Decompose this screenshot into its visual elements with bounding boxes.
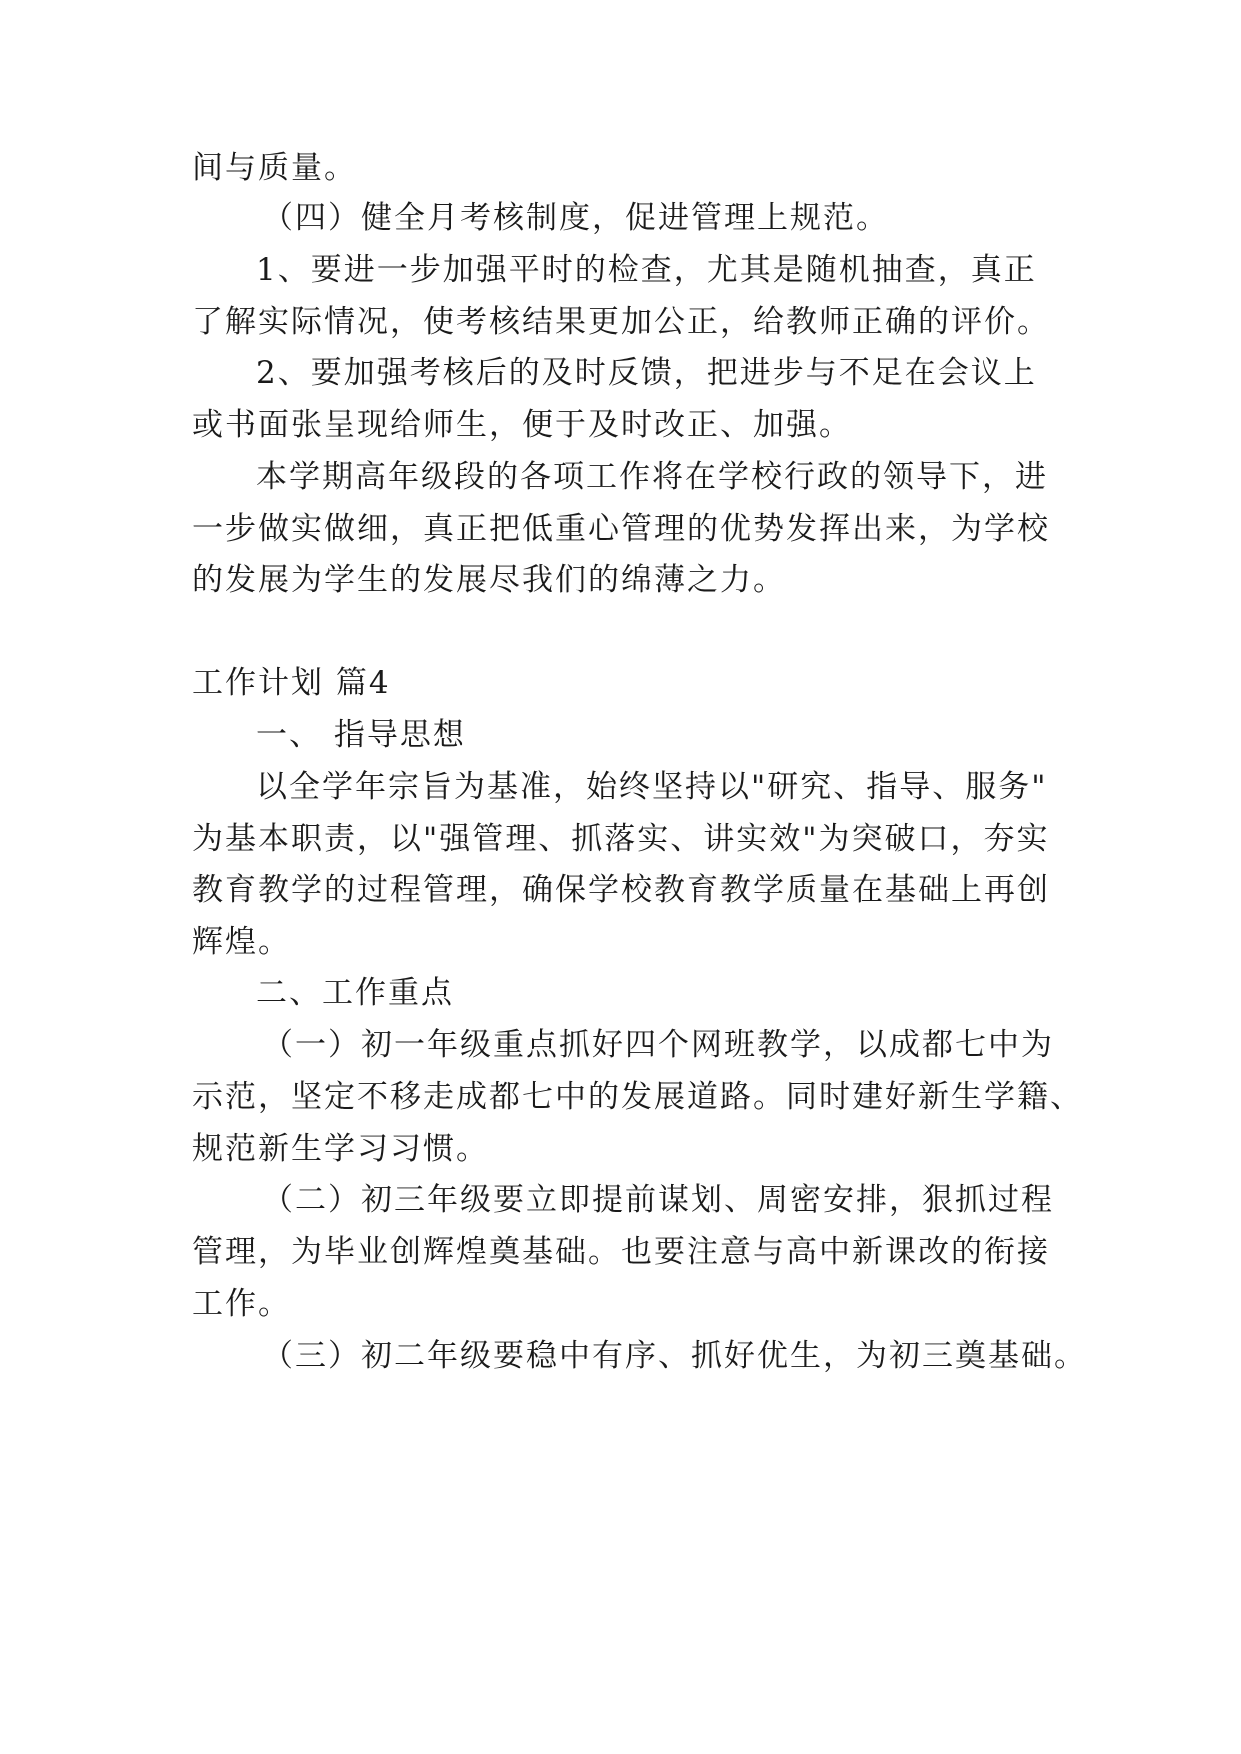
paragraph-line: 工作。	[192, 1286, 291, 1322]
paragraph-line: 2、要加强考核后的及时反馈，把进步与不足在会议上	[256, 355, 1037, 391]
paragraph-line: 管理，为毕业创辉煌奠基础。也要注意与高中新课改的衔接	[192, 1234, 1050, 1270]
paragraph-line: 辉煌。	[192, 924, 291, 960]
section-heading: 二、工作重点	[256, 975, 454, 1011]
paragraph-line: 间与质量。	[192, 150, 357, 186]
paragraph-line: 示范，坚定不移走成都七中的发展道路。同时建好新生学籍、	[192, 1079, 1083, 1115]
paragraph-line: 的发展为学生的发展尽我们的绵薄之力。	[192, 562, 786, 598]
paragraph-line: 本学期高年级段的各项工作将在学校行政的领导下，进	[256, 459, 1048, 495]
paragraph-line: （二）初三年级要立即提前谋划、周密安排，狠抓过程	[262, 1182, 1054, 1218]
paragraph-line: 以全学年宗旨为基准，始终坚持以"研究、指导、服务"	[256, 769, 1048, 805]
paragraph-line: 了解实际情况，使考核结果更加公正，给教师正确的评价。	[192, 304, 1050, 340]
paragraph-line: 一步做实做细，真正把低重心管理的优势发挥出来，为学校	[192, 511, 1050, 547]
document-subtitle: 工作计划 篇4	[192, 665, 391, 701]
paragraph-line: （一）初一年级重点抓好四个网班教学，以成都七中为	[262, 1027, 1054, 1063]
paragraph-line: （三）初二年级要稳中有序、抓好优生，为初三奠基础。	[262, 1338, 1087, 1374]
paragraph-line: 或书面张呈现给师生，便于及时改正、加强。	[192, 407, 852, 443]
paragraph-line: 为基本职责，以"强管理、抓落实、讲实效"为突破口，夯实	[192, 821, 1050, 857]
section-heading: 一、 指导思想	[256, 717, 466, 753]
paragraph-line: 教育教学的过程管理，确保学校教育教学质量在基础上再创	[192, 872, 1050, 908]
paragraph-line: 1、要进一步加强平时的检查，尤其是随机抽查，真正	[256, 252, 1037, 288]
section-heading: （四）健全月考核制度，促进管理上规范。	[262, 200, 889, 236]
paragraph-line: 规范新生学习习惯。	[192, 1131, 489, 1167]
